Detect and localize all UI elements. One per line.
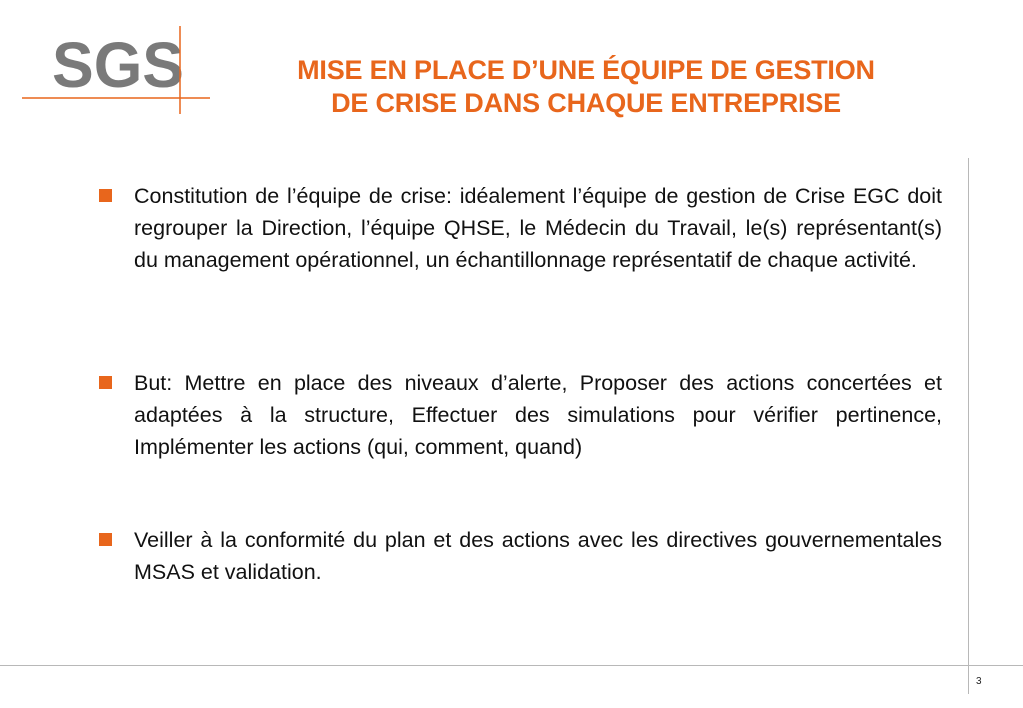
page-number: 3 <box>976 676 982 687</box>
footer-divider-line <box>0 665 1023 666</box>
slide-title-line-1: MISE EN PLACE D’UNE ÉQUIPE DE GESTION <box>297 55 875 85</box>
bullet-item <box>99 524 942 588</box>
bullet-text: Constitution de l’équipe de crise: idéalement l’équipe de gestion de Crise EGC doit regrouper la Direction, l’équipe QHSE, le Médecin du Travail, le(s) représentant(s) du management opérationnel, un échantillonnage représentatif de chaque activité. <box>134 184 942 272</box>
bullet-text: Veiller à la conformité du plan et des actions avec les directives gouvernementales MSAS et validation. <box>134 528 942 584</box>
square-bullet-icon <box>99 533 112 546</box>
slide-title <box>226 54 946 120</box>
sgs-logo-text: SGS <box>52 29 184 101</box>
sgs-logo <box>20 22 212 114</box>
bullet-item <box>99 180 942 276</box>
bullet-text: But: Mettre en place des niveaux d’alerte, Proposer des actions concertées et adaptées à la structure, Effectuer des simulations pour vérifier pertinence, Implémenter les actions (qui, comment, quand) <box>134 371 942 459</box>
slide-title-line-2: DE CRISE DANS CHAQUE ENTREPRISE <box>331 88 841 118</box>
right-divider-line <box>968 158 969 694</box>
square-bullet-icon <box>99 376 112 389</box>
bullet-item <box>99 367 942 463</box>
square-bullet-icon <box>99 189 112 202</box>
